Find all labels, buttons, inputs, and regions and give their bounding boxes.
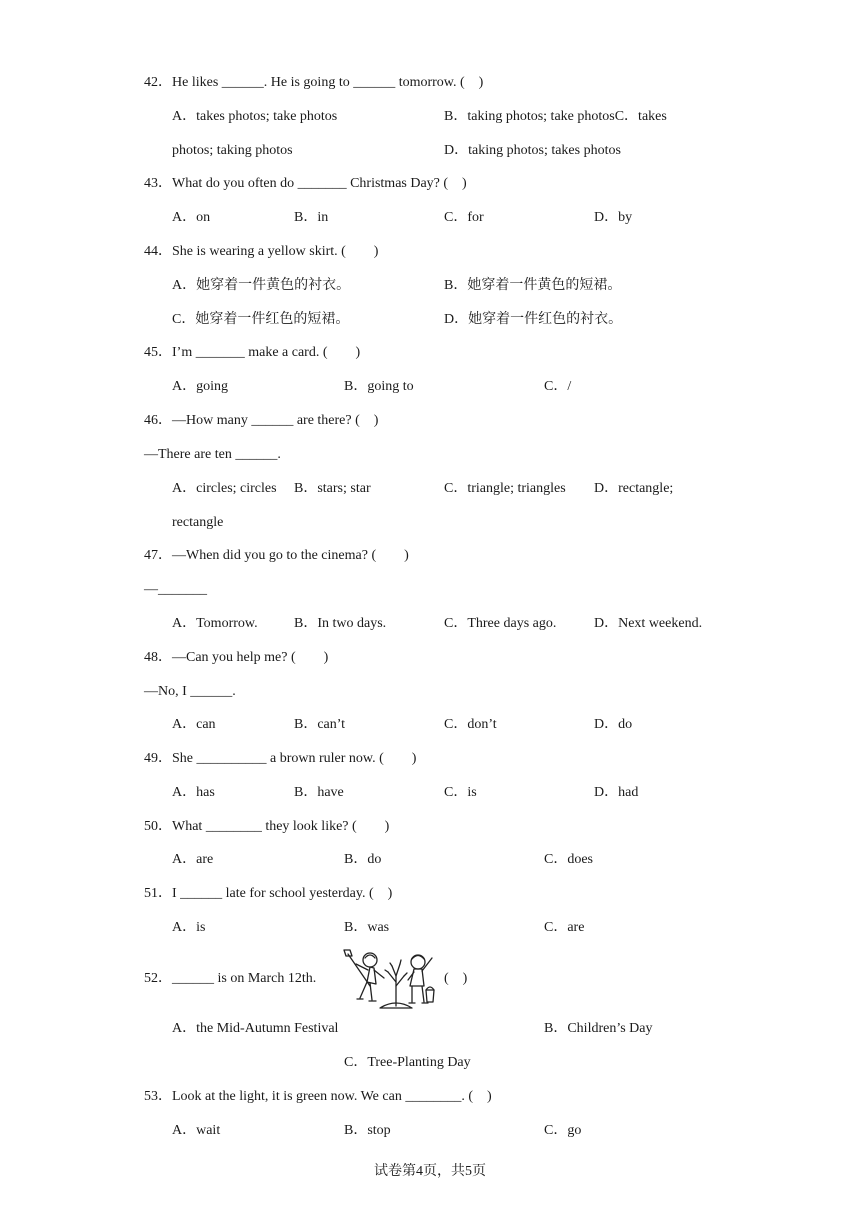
question-46-option-a: A．circles; circles [172, 481, 277, 496]
question-45-option-c: C．/ [544, 379, 572, 394]
question-42-option-c-cont: photos; taking photos [172, 143, 293, 158]
question-45-option-a: A．going [172, 379, 228, 394]
question-44-stem: 44．She is wearing a yellow skirt. ( ) [144, 244, 379, 259]
question-48-stem-answer: —No, I ______. [144, 684, 236, 699]
question-50-option-a: A．are [172, 852, 214, 867]
question-43-option-d: D．by [594, 210, 633, 225]
question-53-option-c: C．go [544, 1123, 582, 1138]
question-42-option-b: B．taking photos; take photosC．takes [444, 109, 667, 124]
question-49-option-a: A．has [172, 785, 215, 800]
question-50-option-b: B．do [344, 852, 382, 867]
question-42-stem: 42．He likes ______. He is going to ______ tomorrow. ( ) [144, 75, 484, 90]
question-47-option-d: D．Next weekend. [594, 616, 703, 631]
question-47-option-c: C．Three days ago. [444, 616, 557, 631]
question-49-option-b: B．have [294, 785, 344, 800]
question-46-option-c: C．triangle; triangles [444, 481, 566, 496]
question-52-answer-parens: ( ) [444, 971, 468, 986]
question-42-option-a: A．takes photos; take photos [172, 109, 338, 124]
question-43-option-a: A．on [172, 210, 211, 225]
question-50-option-c: C．does [544, 852, 593, 867]
question-53-stem: 53．Look at the light, it is green now. We can ________. ( ) [144, 1089, 492, 1104]
question-43-option-c: C．for [444, 210, 484, 225]
question-46-option-b: B．stars; star [294, 481, 371, 496]
question-48-option-a: A．can [172, 717, 216, 732]
question-44-option-b: B．她穿着一件黄色的短裙。 [444, 278, 622, 293]
question-46-stem: 46．—How many ______ are there? ( ) [144, 413, 379, 428]
question-52-option-a: A．the Mid-Autumn Festival [172, 1021, 339, 1036]
question-47-option-a: A．Tomorrow. [172, 616, 258, 631]
question-51-option-a: A．is [172, 920, 206, 935]
page-footer: 试卷第4页，共5页 [374, 1164, 486, 1179]
question-43-option-b: B．in [294, 210, 329, 225]
question-53-option-a: A．wait [172, 1123, 221, 1138]
question-44-option-a: A．她穿着一件黄色的衬衣。 [172, 278, 351, 293]
children-planting-tree-illustration [336, 946, 438, 1012]
question-49-stem: 49．She __________ a brown ruler now. ( ) [144, 751, 417, 766]
question-43-stem: 43．What do you often do _______ Christmas Day? ( ) [144, 176, 467, 191]
question-51-option-c: C．are [544, 920, 585, 935]
question-47-option-b: B．In two days. [294, 616, 387, 631]
question-46-option-d: D．rectangle; [594, 481, 674, 496]
question-50-stem: 50．What ________ they look like? ( ) [144, 819, 390, 834]
question-44-option-c: C．她穿着一件红色的短裙。 [172, 312, 350, 327]
question-47-stem-answer: —_______ [144, 582, 207, 597]
question-48-option-c: C．don’t [444, 717, 497, 732]
question-48-option-b: B．can’t [294, 717, 346, 732]
question-47-stem: 47．—When did you go to the cinema? ( ) [144, 548, 409, 563]
question-53-option-b: B．stop [344, 1123, 391, 1138]
question-51-option-b: B．was [344, 920, 390, 935]
question-52-option-c: C．Tree-Planting Day [344, 1055, 471, 1070]
question-42-option-d: D．taking photos; takes photos [444, 143, 621, 158]
question-48-option-d: D．do [594, 717, 633, 732]
question-52-option-b: B．Children’s Day [544, 1021, 653, 1036]
question-46-stem-answer: —There are ten ______. [144, 447, 281, 462]
question-45-stem: 45．I’m _______ make a card. ( ) [144, 345, 361, 360]
question-46-option-d-cont: rectangle [172, 515, 224, 530]
question-45-option-b: B．going to [344, 379, 414, 394]
question-44-option-d: D．她穿着一件红色的衬衣。 [444, 312, 623, 327]
question-49-option-d: D．had [594, 785, 639, 800]
question-52-stem: 52．______ is on March 12th. [144, 971, 317, 986]
question-51-stem: 51．I ______ late for school yesterday. ( ) [144, 886, 393, 901]
question-49-option-c: C．is [444, 785, 477, 800]
question-48-stem: 48．—Can you help me? ( ) [144, 650, 329, 665]
